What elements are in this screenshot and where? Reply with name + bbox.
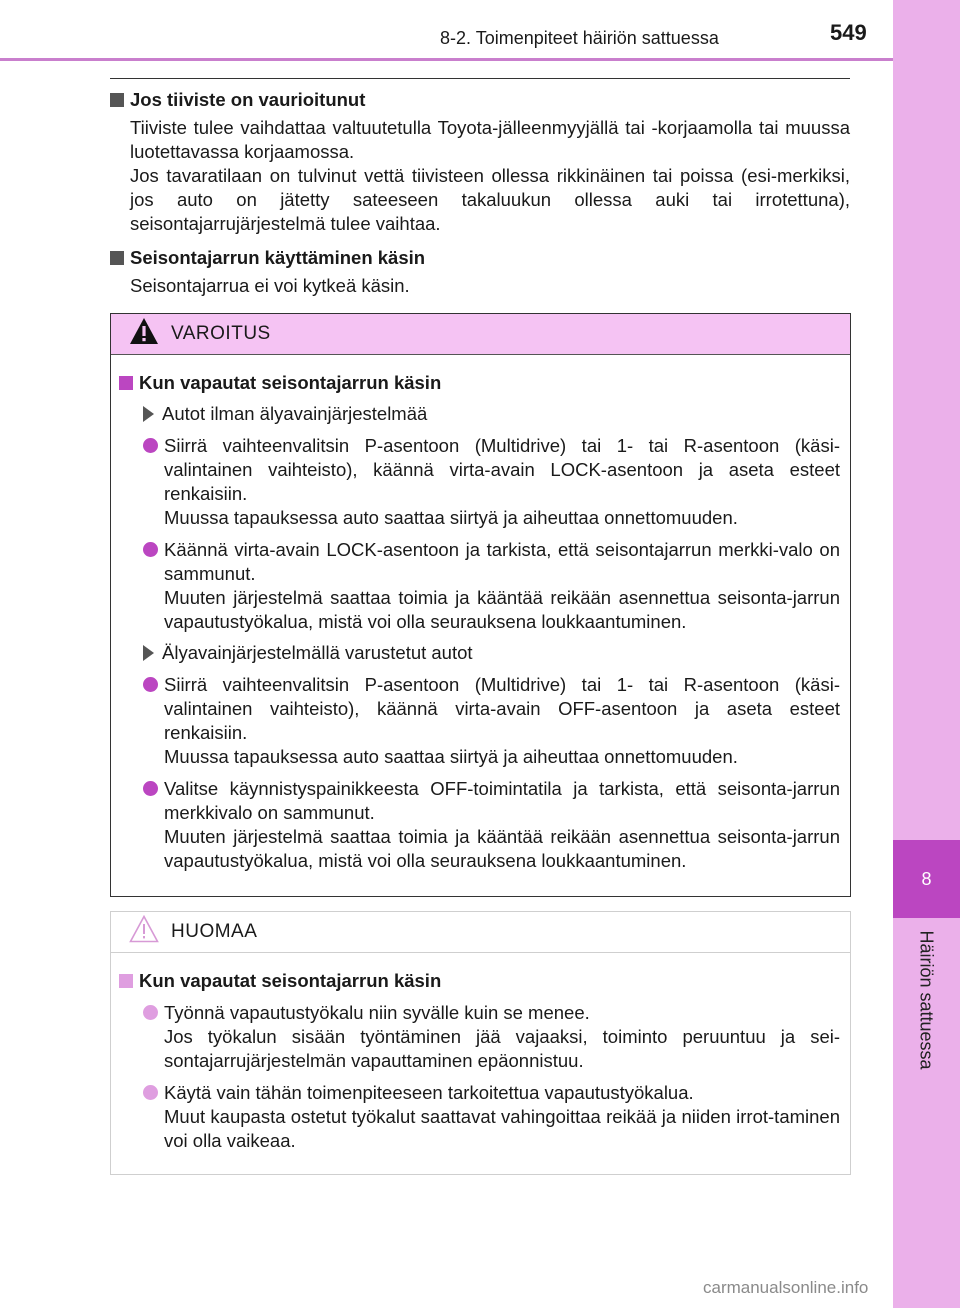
bullet-text: Siirrä vaihteenvalitsin P-asentoon (Multidrive) tai 1- tai R-asentoon (käsi-valintainen vaihteisto), käännä virta-avain OFF-asentoon ja aseta esteet renkaisiin. — [164, 674, 840, 743]
note-label: HUOMAA — [171, 921, 258, 942]
section-heading-text: Jos tiiviste on vaurioitunut — [130, 89, 366, 110]
bullet-dot-icon — [143, 438, 158, 453]
arrow-right-icon — [143, 645, 154, 661]
square-bullet-icon — [110, 93, 124, 107]
section-body — [130, 274, 850, 298]
bullet-text: Muuten järjestelmä saattaa toimia ja kääntää reikään asennettua seisonta-jarrun vapautustyökalua, mistä voi olla seurauksena loukkaantuminen. — [164, 587, 840, 632]
note-heading — [119, 969, 840, 993]
bullet-dot-icon — [143, 1085, 158, 1100]
list-item — [143, 434, 840, 530]
section-heading-text: Seisontajarrun käyttäminen käsin — [130, 247, 426, 268]
square-bullet-icon — [119, 376, 133, 390]
chapter-title: Häiriön sattuessa — [916, 930, 937, 1070]
subgroup-label-text: Autot ilman älyavainjärjestelmää — [162, 403, 428, 424]
bullet-text: Siirrä vaihteenvalitsin P-asentoon (Multidrive) tai 1- tai R-asentoon (käsi-valintainen vaihteisto), käännä virta-avain LOCK-asentoon ja aseta esteet renkaisiin. — [164, 435, 840, 504]
list-item — [143, 1001, 840, 1073]
bullet-text: Käytä vain tähän toimenpiteeseen tarkoitettua vapautustyökalua. — [164, 1082, 694, 1103]
list-item — [143, 777, 840, 873]
caution-triangle-icon — [129, 915, 159, 950]
chapter-side-tab — [893, 0, 960, 1308]
list-item — [143, 538, 840, 634]
section-body — [130, 116, 850, 236]
watermark: carmanualsonline.info — [703, 1278, 869, 1297]
subgroup-label — [143, 641, 840, 665]
warning-heading-text: Kun vapautat seisontajarrun käsin — [139, 372, 442, 393]
subgroup-label-text: Älyavainjärjestelmällä varustetut autot — [162, 642, 473, 663]
bullet-text: Työnnä vapautustyökalu niin syvälle kuin se menee. — [164, 1002, 590, 1023]
warning-triangle-icon — [129, 317, 159, 352]
note-heading-text: Kun vapautat seisontajarrun käsin — [139, 970, 442, 991]
warning-header — [111, 314, 850, 355]
bullet-text: Muuten järjestelmä saattaa toimia ja kääntää reikään asennettua seisonta-jarrun vapautustyökalua, mistä voi olla seurauksena loukkaantuminen. — [164, 826, 840, 871]
list-item — [143, 1081, 840, 1153]
note-body — [111, 953, 850, 1153]
warning-box — [110, 313, 851, 897]
section-heading — [110, 88, 850, 112]
square-bullet-icon — [119, 974, 133, 988]
note-box — [110, 911, 851, 1175]
content-top-rule — [110, 78, 850, 79]
bullet-dot-icon — [143, 677, 158, 692]
bullet-text: Valitse käynnistyspainikkeesta OFF-toimintatila ja tarkista, että seisonta-jarrun merkkivalo on sammunut. — [164, 778, 840, 823]
warning-body — [111, 355, 850, 873]
bullet-text: Muut kaupasta ostetut työkalut saattavat vahingoittaa reikää ja niiden irrot-taminen voi olla vaikeaa. — [164, 1106, 840, 1151]
subgroup-label — [143, 402, 840, 426]
bullet-text: Käännä virta-avain LOCK-asentoon ja tarkista, että seisontajarrun merkki-valo on sammunut. — [164, 539, 840, 584]
bullet-text: Muussa tapauksessa auto saattaa siirtyä ja aiheuttaa onnettomuuden. — [164, 507, 738, 528]
bullet-dot-icon — [143, 781, 158, 796]
warning-heading — [119, 371, 840, 395]
list-item — [143, 673, 840, 769]
paragraph: Seisontajarrua ei voi kytkeä käsin. — [130, 275, 410, 296]
paragraph: Jos tavaratilaan on tulvinut vettä tiivisteen ollessa rikkinäinen tai poissa (esi-merkiksi, jos auto on jätetty sateeseen takaluukun ollessa auki tai irrotettuna), seisontajarrujärjestelmä tulee vaihtaa. — [130, 165, 850, 234]
page-number: 549 — [830, 20, 867, 45]
square-bullet-icon — [110, 251, 124, 265]
bullet-dot-icon — [143, 542, 158, 557]
bullet-text: Jos työkalun sisään työntäminen jää vajaaksi, toiminto peruuntuu ja sei-sontajarrujärjestelmän vapauttaminen epäonnistuu. — [164, 1026, 840, 1071]
paragraph: Tiiviste tulee vaihdattaa valtuutetulla Toyota-jälleenmyyjällä tai -korjaamolla tai muussa luotettavassa korjaamossa. — [130, 117, 850, 162]
arrow-right-icon — [143, 406, 154, 422]
bullet-text: Muussa tapauksessa auto saattaa siirtyä ja aiheuttaa onnettomuuden. — [164, 746, 738, 767]
main-content — [110, 88, 850, 298]
section-title: 8-2. Toimenpiteet häiriön sattuessa — [440, 28, 719, 48]
note-header — [111, 912, 850, 953]
section-heading — [110, 246, 850, 270]
header-divider — [0, 58, 893, 61]
chapter-number-block — [893, 840, 960, 918]
bullet-dot-icon — [143, 1005, 158, 1020]
warning-label: VAROITUS — [171, 323, 271, 344]
chapter-number: 8 — [921, 868, 932, 889]
